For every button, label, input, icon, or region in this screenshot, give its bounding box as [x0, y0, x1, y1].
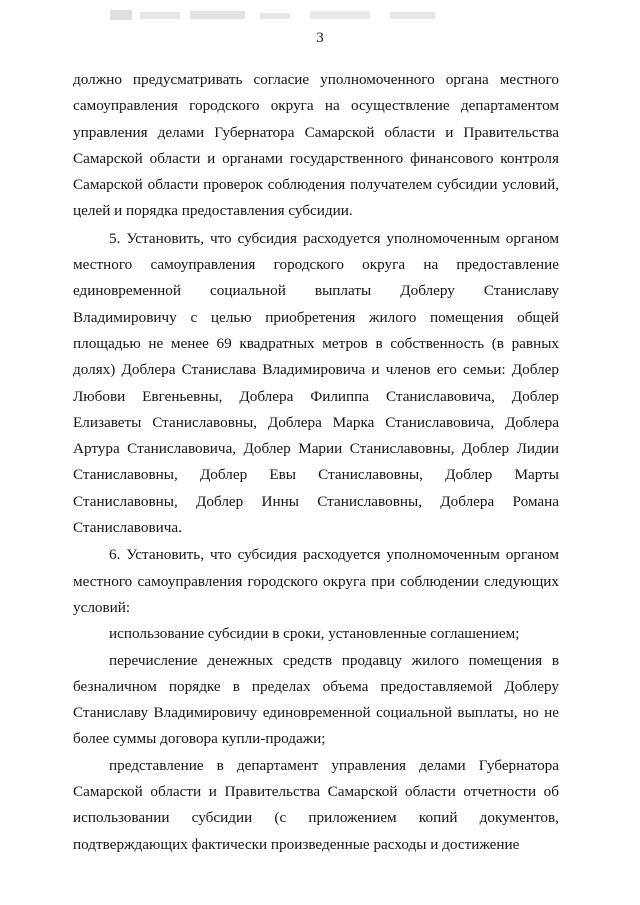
paragraph-continuation: должно предусматривать согласие уполномоченного органа местного самоуправления городского округа на осуществление департаментом управления делами Губернатора Самарской области и Правительства Самарской области и органами государственного финансового контроля Самарской области проверок соблюдения получателем субсидии условий, целей и порядка предоставления субсидии. [73, 71, 559, 220]
document-body [73, 67, 559, 858]
condition-item-2: перечисление денежных средств продавцу жилого помещения в безналичном порядке в пределах объема предоставляемой Доблеру Станиславу Владимировичу единовременной социальной выплаты, но не более суммы договора купли-продажи; [73, 651, 559, 748]
condition-item-1: использование субсидии в сроки, установленные соглашением; [109, 625, 520, 643]
page-number: 3 [316, 30, 324, 46]
paragraph-6: 6. Установить, что субсидия расходуется уполномоченным органом местного самоуправления городского округа при соблюдении следующих условий: [73, 546, 559, 616]
scan-artifact [110, 6, 450, 24]
paragraph-5: 5. Установить, что субсидия расходуется уполномоченным органом местного самоуправления городского округа на предоставление единовременной социальной выплаты Доблеру Станиславу Владимировичу с целью приобретения жилого помещения общей площадью не менее 69 квадратных метров в собственность (в равных долях) Доблера Станислава Владимировича и членов его семьи: Доблер Любови Евгеньевны, Доблера Филиппа Станиславовича, Доблер Елизаветы Станиславовны, Доблера Марка Станиславовича, Доблера Артура Станиславовича, Доблер Марии Станиславовны, Доблер Лидии Станиславовны, Доблер Евы Станиславовны, Доблер Марты Станиславовны, Доблер Инны Станиславовны, Доблера Романа Станиславовича. [73, 229, 559, 537]
condition-item-3: представление в департамент управления делами Губернатора Самарской области и Правительства Самарской области отчетности об использовании субсидии (с приложением копий документов, подтверждающих фактически произведенные расходы и достижение [73, 756, 559, 853]
